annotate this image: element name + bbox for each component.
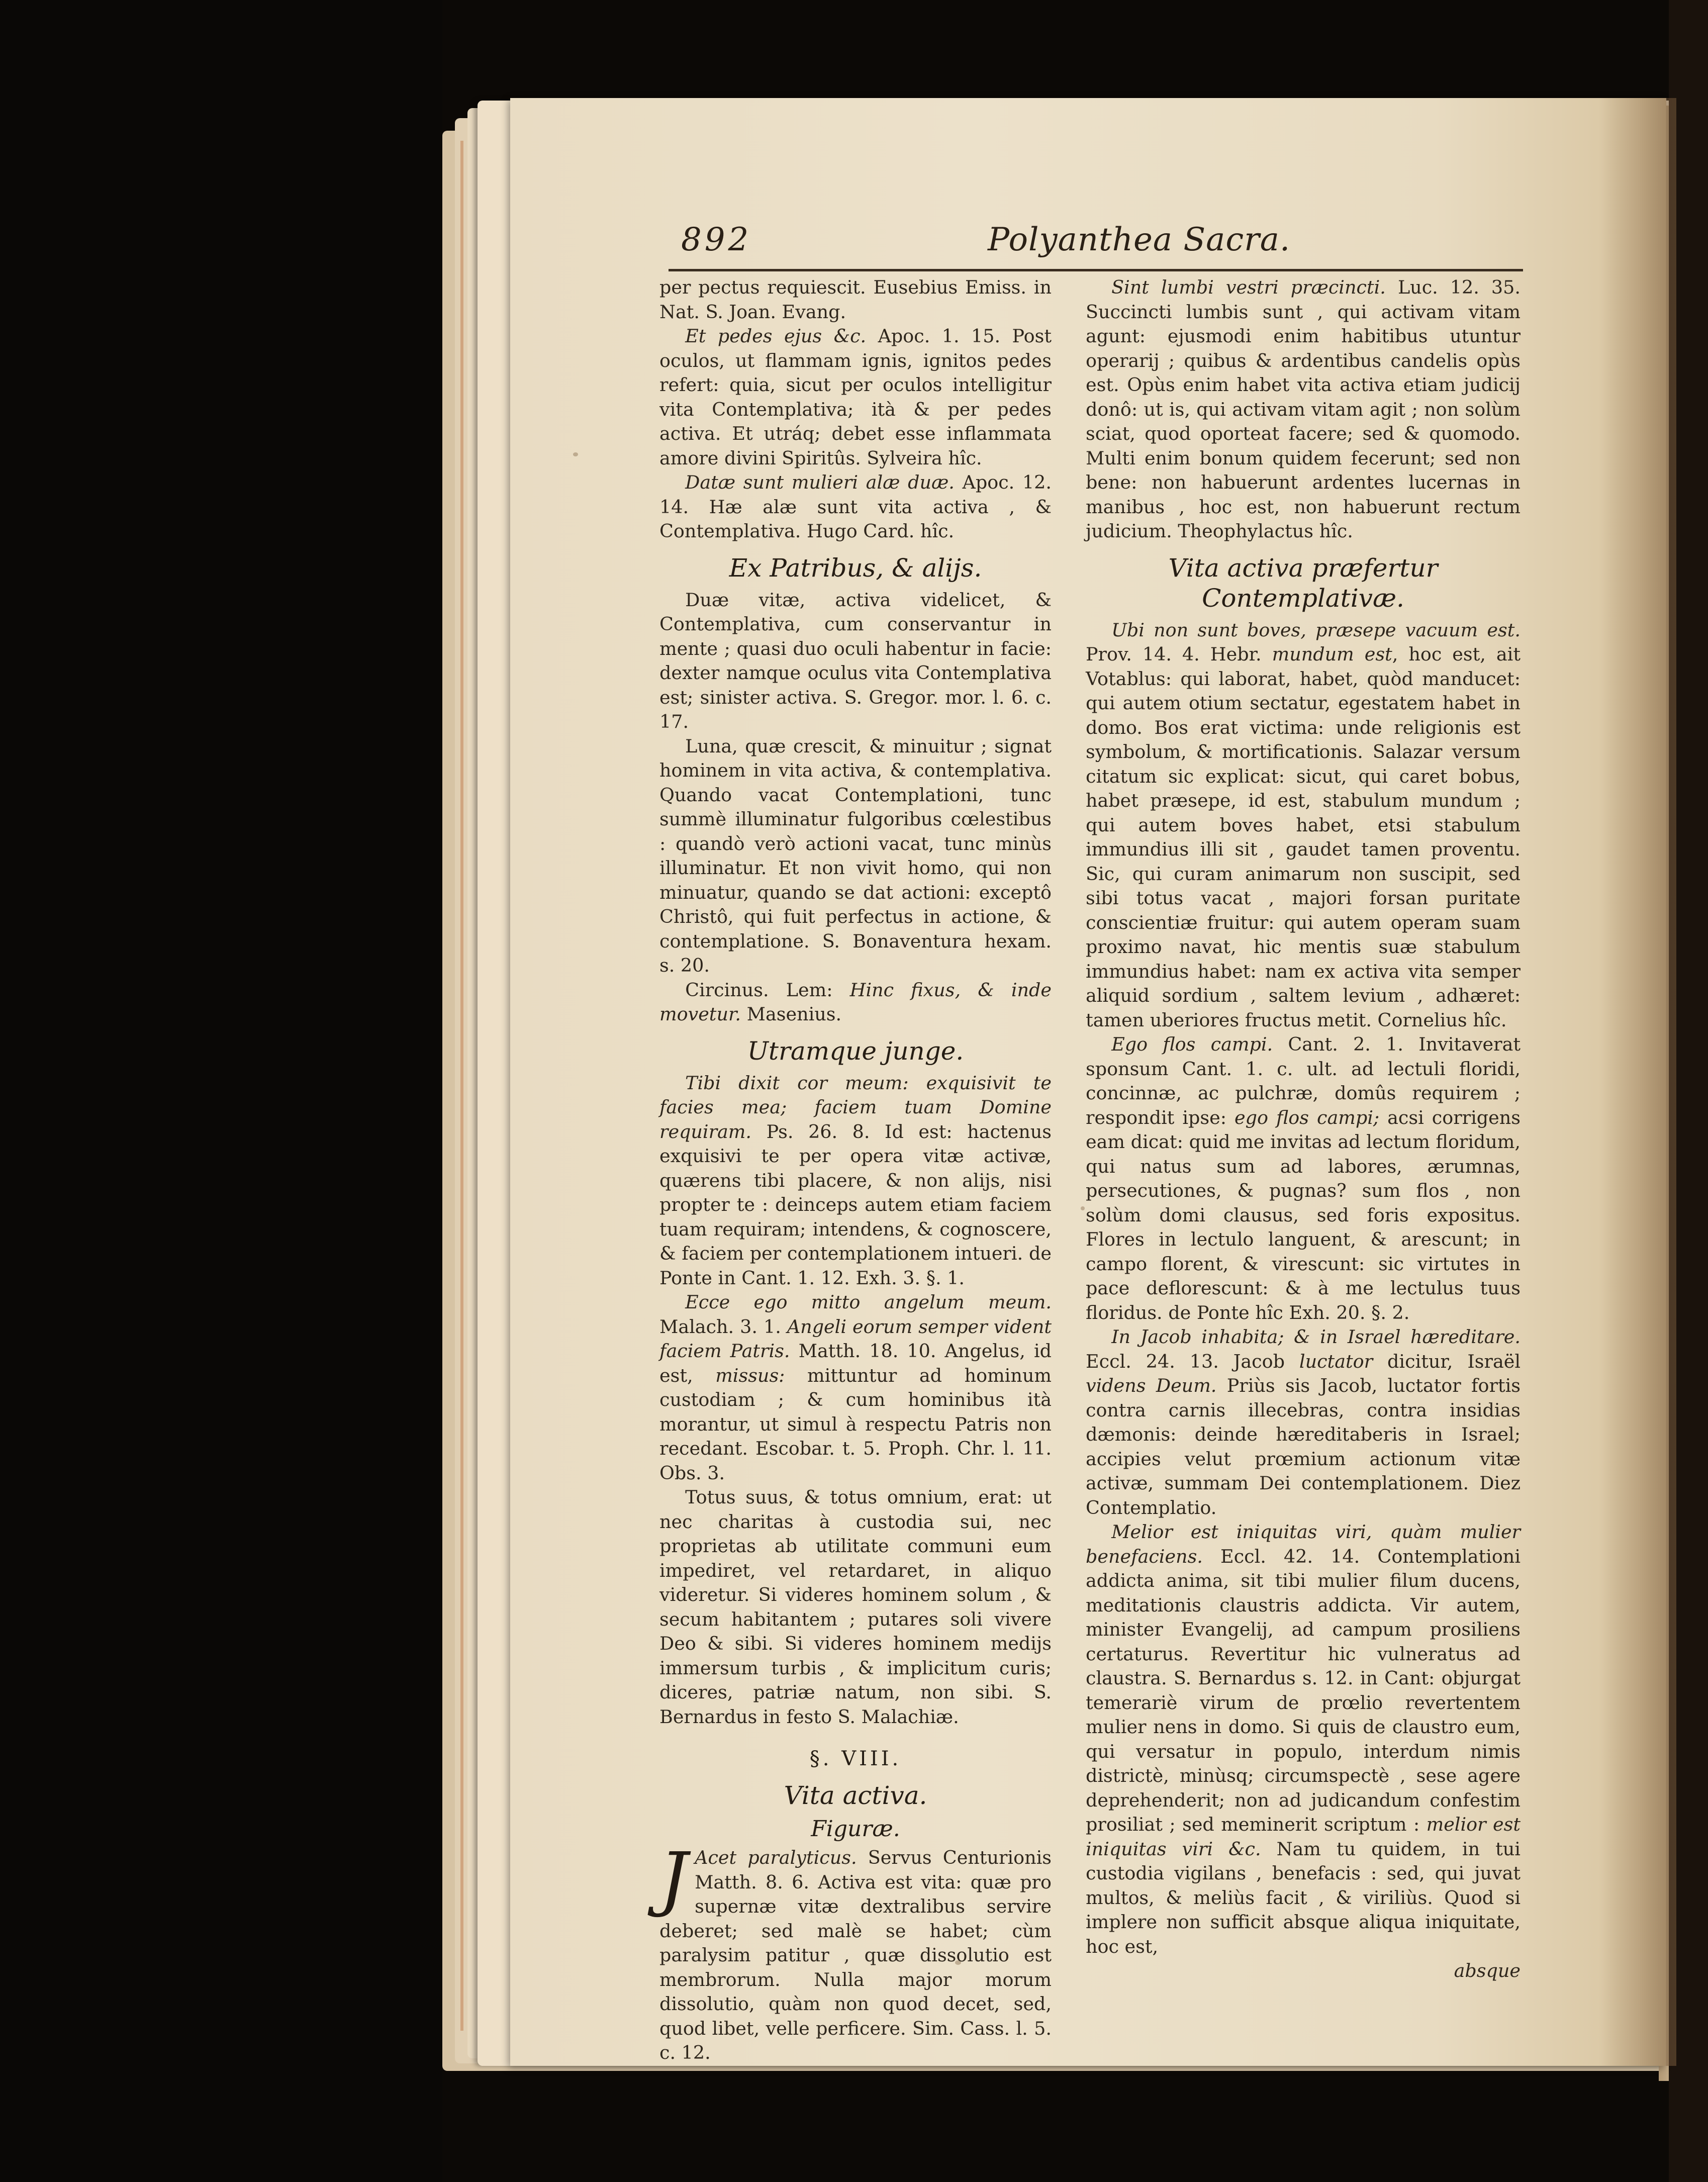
scripture-quote: melior est iniquitas viri &c. bbox=[1086, 1814, 1521, 1860]
running-header bbox=[681, 221, 1521, 274]
paragraph-text: Matth. 18. 10. Angelus, id est, bbox=[659, 1340, 1052, 1386]
paragraph: per pectus requiescit. Eusebius Emiss. in Nat. S. Joan. Evang. bbox=[659, 276, 1052, 323]
motto: Hinc fixus, & inde movetur. bbox=[659, 979, 1052, 1025]
scripture-quote: luctator bbox=[1299, 1350, 1373, 1372]
scripture-quote: In Jacob inhabita; & in Israel hæreditare. bbox=[1111, 1326, 1521, 1348]
header-rule bbox=[669, 269, 1523, 271]
scripture-quote: Acet paralyticus. bbox=[695, 1847, 857, 1868]
paragraph bbox=[659, 470, 1052, 544]
scripture-quote: Tibi dixit cor meum: exquisivit te facies mea; faciem tuam Domine requiram. bbox=[659, 1072, 1052, 1143]
scripture-quote: missus: bbox=[715, 1364, 785, 1386]
paragraph-text: Priùs sis Jacob, luctator fortis contra carnis illecebras, contra insidias dæmonis: deinde hæreditaberis in Israel; accipies velut prœmium actionum vitæ activæ, summam Dei contemplationem. Diez Contemplatio. bbox=[1086, 1375, 1521, 1519]
paragraph-text: Apoc. 12. 14. Hæ alæ sunt vita activa , & Contemplativa. Hugo Card. hîc. bbox=[659, 471, 1052, 542]
heading-utramque: Utramque junge. bbox=[747, 1036, 964, 1066]
paragraph-text: Circinus. Lem: bbox=[685, 979, 850, 1001]
scripture-quote: Ecce ego mitto angelum meum. bbox=[685, 1291, 1052, 1313]
paragraph bbox=[1086, 275, 1521, 544]
paragraph bbox=[659, 1290, 1052, 1485]
scripture-quote: ego flos campi; bbox=[1235, 1106, 1380, 1128]
paragraph-text: Masenius. bbox=[741, 1003, 842, 1025]
paragraph bbox=[1086, 1520, 1521, 1959]
heading-figurae: Figuræ. bbox=[811, 1816, 900, 1842]
scripture-quote: Ego flos campi. bbox=[1111, 1033, 1273, 1055]
scripture-quote: Ubi non sunt boves, præsepe vacuum est. bbox=[1111, 619, 1521, 641]
paragraph bbox=[659, 324, 1052, 470]
page-number: 892 bbox=[681, 221, 752, 258]
paragraph: Luna, quæ crescit, & minuitur ; signat hominem in vita activa, & contemplativa. Quando vacat Contemplationi, tunc summè illuminatur fulgoribus cœlestibus : quandò verò actioni vacat, tunc minùs illuminatur. Et non vivit homo, qui non minuatur, quando se dat actioni: exceptô Christô, qui fuit perfectus in actione, & contemplatione. S. Bonaventura hexam. s. 20. bbox=[659, 735, 1052, 976]
red-edge-stain bbox=[460, 141, 463, 2031]
paragraph bbox=[659, 978, 1052, 1027]
dark-background bbox=[0, 0, 442, 2182]
heading-ex-patribus: Ex Patribus, & alijs. bbox=[729, 553, 982, 583]
right-column bbox=[1086, 275, 1521, 1981]
paper-speck bbox=[573, 452, 578, 456]
page-gutter-shadow bbox=[1601, 98, 1676, 2066]
paragraph-text: Ps. 26. 8. Id est: hactenus exquisivi te per opera vitæ activæ, quærens tibi placere, & non alijs, nisi propter te : deinceps autem etiam faciem tuam requiram; intendens, & cognoscere, & faciem per contemplationem intueri. de Ponte in Cant. 1. 12. Exh. 3. §. 1. bbox=[659, 1120, 1052, 1289]
paragraph-text: dicitur, Israël bbox=[1373, 1350, 1521, 1372]
paragraph bbox=[659, 1838, 1052, 2065]
scripture-quote: videns Deum. bbox=[1086, 1375, 1217, 1396]
section-number: §. VIII. bbox=[809, 1747, 902, 1770]
paragraph-text: Luc. 12. 35. Succincti lumbis sunt , qui activam vitam agunt: ejusmodi enim habitibus utuntur operarij ; quibus & ardentibus candelis opùs est. Opùs enim habet vita activa etiam judicij donô: ut is, qui activam vitam agit ; non solùm sciat, quod oporteat facere; sed & quomodo. Multi enim bonum quidem fecerunt; sed non bene: non habuerunt ardentes lucernas in manibus , hoc est, non habuerunt rectum judicium. Theophylactus hîc. bbox=[1086, 276, 1521, 542]
paragraph bbox=[1086, 1325, 1521, 1520]
heading-praefertur: Vita activa præfertur Contemplativæ. bbox=[1168, 553, 1438, 613]
paragraph-text: Cant. 2. 1. Invitaverat sponsum Cant. 1. c. ult. ad lectuli floridi, concinnæ, ac pulchræ, domûs requirem ; respondit ipse: bbox=[1086, 1033, 1521, 1128]
paragraph-text: acsi corrigens eam dicat: quid me invitas ad lectum floridum, qui natus sum ad labores, ærumnas, persecutiones, & pugnas? sum flos , non solùm domi clausus, sed foris expositus. Flores in lectulo languent, & arescunt; in campo florent, & virescunt: sic virtutes in pace deflorescunt: & à me lectulus tuus floridus. de Ponte hîc Exh. 20. §. 2. bbox=[1086, 1106, 1521, 1323]
paragraph-text: Prov. 14. 4. Hebr. bbox=[1086, 643, 1272, 665]
paragraph bbox=[1086, 618, 1521, 1033]
paragraph-text: , hoc est, ait Votablus: qui laborat, habet, quòd manducet: qui autem otium sectatur, egestatem habet in domo. Bos erat victima: unde religionis est symbolum, & mortificationis. Salazar versum citatum sic explicat: sicut, qui caret bobus, habet præsepe, id est, stabulum mundum ; qui autem boves habet, etsi stabulum immundius illi sit , gaudet tamen proventu. Sic, qui curam animarum non suscipit, sed sibi totus vacat , majori forsan puritate conscientiæ fruitur: qui autem operam suam proximo navat, hic mentis suæ stabulum immundius habet: nam ex activa vita semper aliquid sordium , saltem levium , adhæret: tamen uberiores fructus metit. Cornelius hîc. bbox=[1086, 643, 1521, 1031]
paper-speck bbox=[1081, 1206, 1085, 1210]
paragraph-text: Apoc. 1. 15. Post oculos, ut flammam ignis, ignitos pedes refert: quia, sicut per oculos intelligitur vita Contemplativa; ità & per pedes activa. Et utráq; debet esse inflammata amore divini Spiritûs. Sylveira hîc. bbox=[659, 325, 1052, 469]
scripture-quote: Sint lumbi vestri præcincti. bbox=[1111, 276, 1386, 298]
paragraph-text: Eccl. 42. 14. Contemplationi addicta anima, sit tibi mulier filum ducens, meditationis claustris addicta. Vir autem, minister Evangelij, ad campum prosiliens certaturus. Revertitur hic vulneratus ad claustra. S. Bernardus s. 12. in Cant: objurgat temerariè virum de prœlio revertentem mulier nens in domo. Si quis de claustro eum, qui versatur in populo, interdum nimis districtè, minùsq; circumspectè , sese agere deprehenderit; non ad judicandum confestim prosiliat ; sed meminerit scriptum : bbox=[1086, 1545, 1521, 1835]
drop-cap: J bbox=[659, 1838, 688, 1920]
paragraph-text: Eccl. 24. 13. Jacob bbox=[1086, 1350, 1299, 1372]
paragraph-text: Nam tu quidem, in tui custodia vigilans , benefacis : sed, qui juvat multos, & meliùs facit , & viriliùs. Quod si implere non sufficit absque aliqua iniquitate, hoc est, bbox=[1086, 1838, 1521, 1957]
scripture-quote: Datæ sunt mulieri alæ duæ. bbox=[685, 471, 955, 493]
running-title: Polyanthea Sacra. bbox=[988, 221, 1291, 258]
paragraph: Duæ vitæ, activa videlicet, & Contemplativa, cum conservantur in mente ; quasi duo oculi habentur in facie: dexter namque oculus vita Contemplativa est; sinister activa. S. Gregor. mor. l. 6. c. 17. bbox=[659, 589, 1052, 732]
paragraph-text: Malach. 3. 1. bbox=[659, 1315, 787, 1338]
catchword: absque bbox=[1454, 1960, 1521, 1981]
left-column bbox=[659, 275, 1052, 2063]
paragraph bbox=[659, 1071, 1052, 1291]
scripture-quote: Angeli eorum semper vident faciem Patris. bbox=[659, 1315, 1052, 1362]
heading-vita-activa: Vita activa. bbox=[784, 1781, 927, 1810]
scripture-quote: mundum est bbox=[1272, 643, 1392, 665]
paragraph-text: Servus Centurionis Matth. 8. 6. Activa est vita: quæ pro supernæ vitæ dextralibus servire deberet; sed malè se habet; cùm paralysim patitur , quæ dissolutio est membrorum. Nulla major morum dissolutio, quàm non quod decet, sed, quod libet, velle perficere. Sim. Cass. l. 5. c. 12. bbox=[659, 1847, 1052, 2063]
paragraph bbox=[1086, 1032, 1521, 1325]
paragraph: Totus suus, & totus omnium, erat: ut nec charitas à custodia sui, nec proprietas ab utilitate communi eum impediret, vel retardaret, in aliquo videretur. Si videres hominem solum , & secum habitantem ; putares soli vivere Deo & sibi. Si videres hominem medijs immersum turbis , & implicitum curis; diceres, patriæ natum, non sibi. S. Bernardus in festo S. Malachiæ. bbox=[659, 1486, 1052, 1728]
scripture-quote: Melior est iniquitas viri, quàm mulier benefaciens. bbox=[1086, 1521, 1521, 1567]
paragraph-text: mittuntur ad hominum custodiam ; & cum hominibus ità morantur, ut simul à respectu Patris non recedant. Escobar. t. 5. Proph. Chr. l. 11. Obs. 3. bbox=[659, 1364, 1052, 1484]
scripture-quote: Et pedes ejus &c. bbox=[685, 325, 867, 347]
